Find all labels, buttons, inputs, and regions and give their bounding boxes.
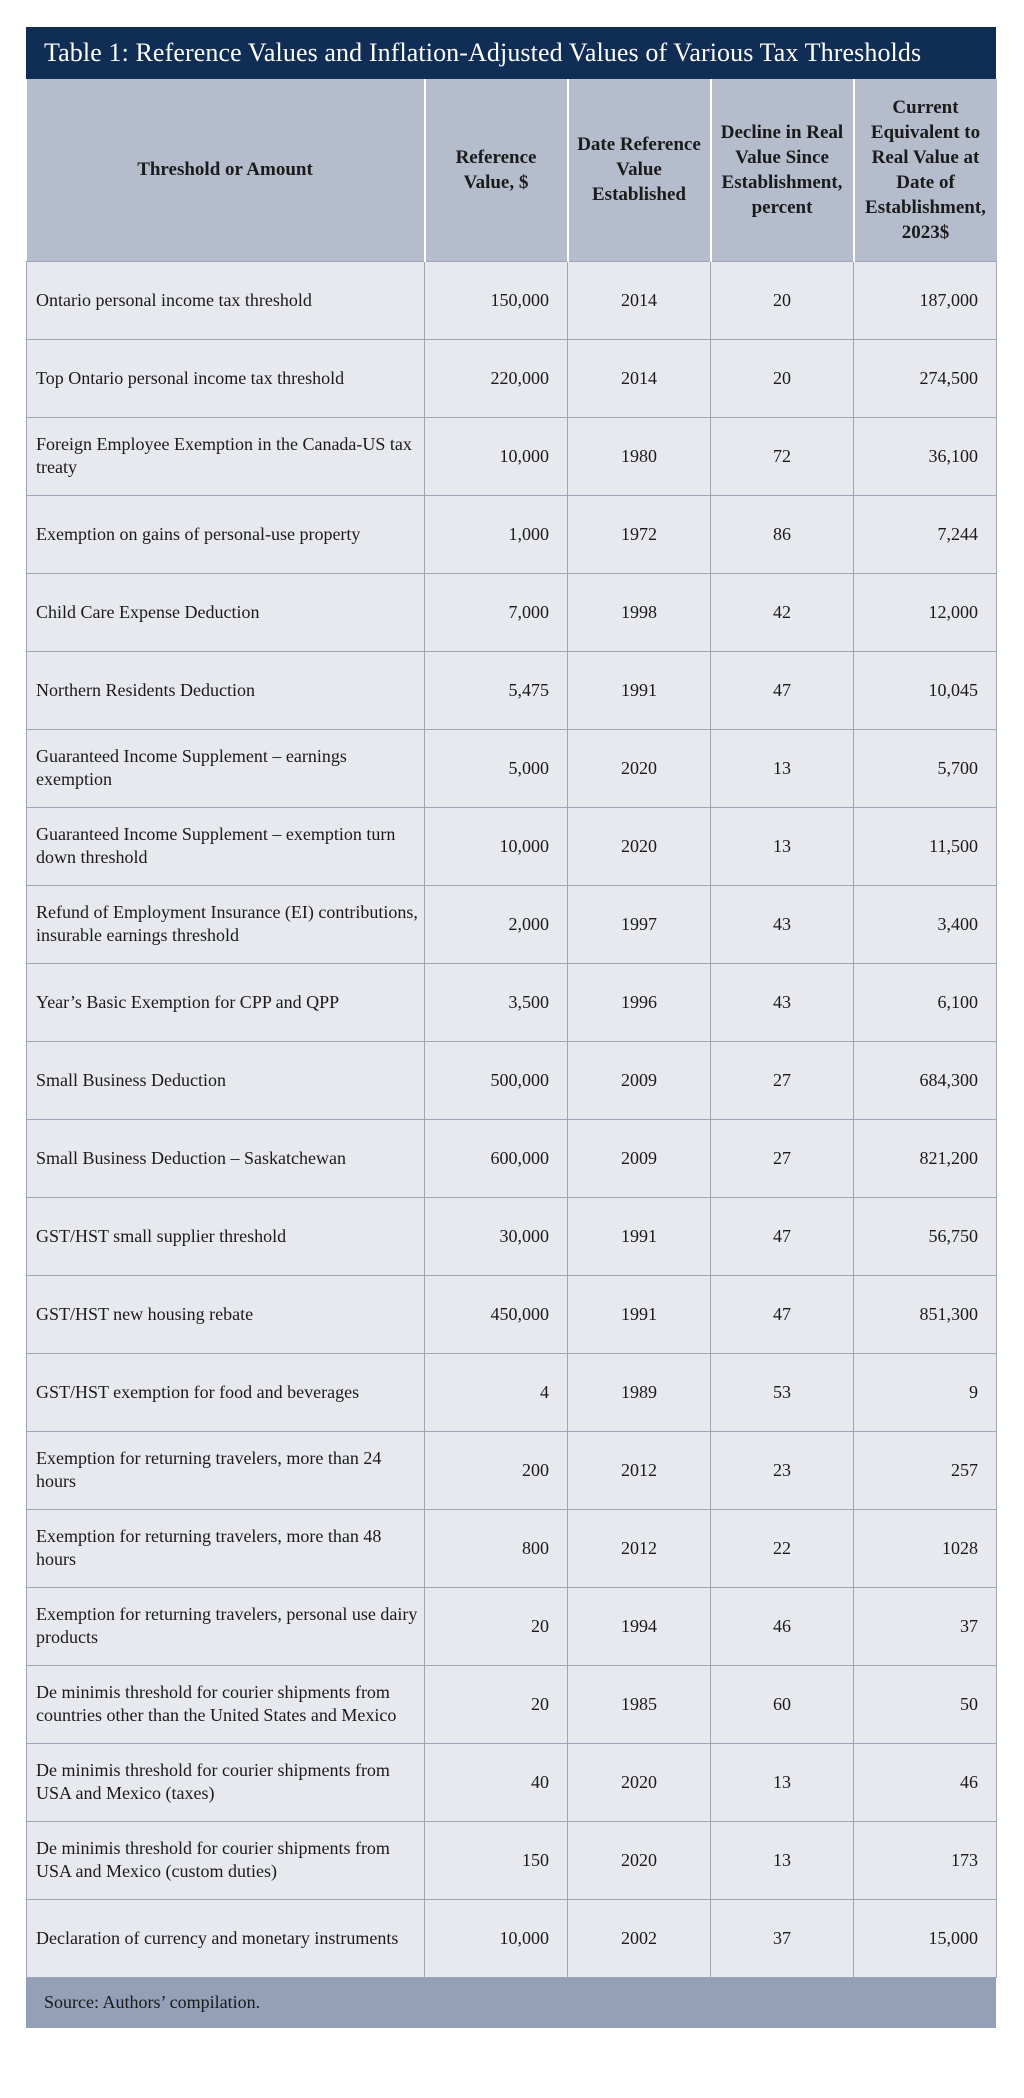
table-row [27, 1665, 997, 1743]
table-row [27, 417, 997, 495]
reference-value: 20 [425, 1665, 568, 1743]
current-equivalent: 15,000 [854, 1899, 997, 1977]
date-established: 1980 [568, 417, 711, 495]
table-row [27, 1041, 997, 1119]
reference-value: 5,475 [425, 651, 568, 729]
current-equivalent: 274,500 [854, 339, 997, 417]
decline-percent: 13 [711, 807, 854, 885]
current-equivalent: 12,000 [854, 573, 997, 651]
decline-percent: 42 [711, 573, 854, 651]
reference-value: 20 [425, 1587, 568, 1665]
decline-percent: 47 [711, 651, 854, 729]
date-established: 2014 [568, 261, 711, 339]
reference-value: 800 [425, 1509, 568, 1587]
table-title: Table 1: Reference Values and Inflation-Adjusted Values of Various Tax Thresholds [26, 27, 996, 79]
reference-value: 10,000 [425, 417, 568, 495]
reference-value: 2,000 [425, 885, 568, 963]
row-label: Foreign Employee Exemption in the Canada-US tax treaty [27, 417, 425, 495]
date-established: 1996 [568, 963, 711, 1041]
table-row [27, 651, 997, 729]
date-established: 1989 [568, 1353, 711, 1431]
current-equivalent: 684,300 [854, 1041, 997, 1119]
current-equivalent: 50 [854, 1665, 997, 1743]
current-equivalent: 36,100 [854, 417, 997, 495]
header-threshold: Threshold or Amount [27, 79, 425, 261]
current-equivalent: 173 [854, 1821, 997, 1899]
table-row [27, 573, 997, 651]
reference-value: 1,000 [425, 495, 568, 573]
date-established: 1994 [568, 1587, 711, 1665]
table-row [27, 1119, 997, 1197]
row-label: Guaranteed Income Supplement – earnings exemption [27, 729, 425, 807]
table-row [27, 885, 997, 963]
table-row [27, 963, 997, 1041]
reference-value: 40 [425, 1743, 568, 1821]
data-table [26, 79, 997, 1978]
reference-value: 10,000 [425, 1899, 568, 1977]
current-equivalent: 9 [854, 1353, 997, 1431]
header-current-equivalent: Current Equivalent to Real Value at Date of Establishment, 2023$ [854, 79, 997, 261]
date-established: 2020 [568, 1743, 711, 1821]
header-reference-value: Reference Value, $ [425, 79, 568, 261]
reference-value: 220,000 [425, 339, 568, 417]
table-row [27, 1275, 997, 1353]
row-label: Top Ontario personal income tax threshold [27, 339, 425, 417]
table-row [27, 1509, 997, 1587]
current-equivalent: 6,100 [854, 963, 997, 1041]
header-row [27, 79, 997, 261]
reference-value: 3,500 [425, 963, 568, 1041]
decline-percent: 60 [711, 1665, 854, 1743]
tax-threshold-table [26, 27, 996, 2028]
date-established: 1998 [568, 573, 711, 651]
date-established: 2014 [568, 339, 711, 417]
reference-value: 30,000 [425, 1197, 568, 1275]
date-established: 1991 [568, 1275, 711, 1353]
row-label: Exemption for returning travelers, more than 24 hours [27, 1431, 425, 1509]
decline-percent: 13 [711, 729, 854, 807]
date-established: 2020 [568, 1821, 711, 1899]
table-row [27, 1587, 997, 1665]
decline-percent: 53 [711, 1353, 854, 1431]
reference-value: 150 [425, 1821, 568, 1899]
table-row [27, 1431, 997, 1509]
decline-percent: 47 [711, 1197, 854, 1275]
date-established: 2020 [568, 729, 711, 807]
row-label: De minimis threshold for courier shipments from USA and Mexico (taxes) [27, 1743, 425, 1821]
table-row [27, 495, 997, 573]
reference-value: 500,000 [425, 1041, 568, 1119]
current-equivalent: 3,400 [854, 885, 997, 963]
reference-value: 4 [425, 1353, 568, 1431]
date-established: 1991 [568, 1197, 711, 1275]
table-body [27, 261, 997, 1977]
table-row [27, 1821, 997, 1899]
table-row [27, 729, 997, 807]
row-label: Child Care Expense Deduction [27, 573, 425, 651]
row-label: Refund of Employment Insurance (EI) contributions, insurable earnings threshold [27, 885, 425, 963]
date-established: 2012 [568, 1509, 711, 1587]
row-label: Small Business Deduction – Saskatchewan [27, 1119, 425, 1197]
decline-percent: 22 [711, 1509, 854, 1587]
current-equivalent: 46 [854, 1743, 997, 1821]
decline-percent: 46 [711, 1587, 854, 1665]
decline-percent: 20 [711, 261, 854, 339]
table-row [27, 807, 997, 885]
table-header [27, 79, 997, 261]
row-label: Small Business Deduction [27, 1041, 425, 1119]
current-equivalent: 1028 [854, 1509, 997, 1587]
decline-percent: 13 [711, 1743, 854, 1821]
row-label: Year’s Basic Exemption for CPP and QPP [27, 963, 425, 1041]
row-label: GST/HST new housing rebate [27, 1275, 425, 1353]
date-established: 2012 [568, 1431, 711, 1509]
date-established: 2002 [568, 1899, 711, 1977]
table-row [27, 339, 997, 417]
reference-value: 150,000 [425, 261, 568, 339]
decline-percent: 86 [711, 495, 854, 573]
header-date-established: Date Reference Value Established [568, 79, 711, 261]
table-row [27, 1197, 997, 1275]
date-established: 2009 [568, 1119, 711, 1197]
reference-value: 5,000 [425, 729, 568, 807]
row-label: De minimis threshold for courier shipments from USA and Mexico (custom duties) [27, 1821, 425, 1899]
current-equivalent: 7,244 [854, 495, 997, 573]
reference-value: 10,000 [425, 807, 568, 885]
date-established: 1985 [568, 1665, 711, 1743]
reference-value: 7,000 [425, 573, 568, 651]
row-label: Ontario personal income tax threshold [27, 261, 425, 339]
table-row [27, 1353, 997, 1431]
current-equivalent: 56,750 [854, 1197, 997, 1275]
decline-percent: 72 [711, 417, 854, 495]
decline-percent: 23 [711, 1431, 854, 1509]
row-label: Declaration of currency and monetary instruments [27, 1899, 425, 1977]
decline-percent: 37 [711, 1899, 854, 1977]
reference-value: 450,000 [425, 1275, 568, 1353]
row-label: Exemption for returning travelers, personal use dairy products [27, 1587, 425, 1665]
row-label: Exemption on gains of personal-use property [27, 495, 425, 573]
current-equivalent: 11,500 [854, 807, 997, 885]
row-label: GST/HST small supplier threshold [27, 1197, 425, 1275]
date-established: 1991 [568, 651, 711, 729]
date-established: 2020 [568, 807, 711, 885]
header-decline-percent: Decline in Real Value Since Establishment, percent [711, 79, 854, 261]
date-established: 1997 [568, 885, 711, 963]
current-equivalent: 821,200 [854, 1119, 997, 1197]
row-label: Northern Residents Deduction [27, 651, 425, 729]
source-note: Source: Authors’ compilation. [26, 1978, 996, 2028]
current-equivalent: 257 [854, 1431, 997, 1509]
row-label: Guaranteed Income Supplement – exemption turn down threshold [27, 807, 425, 885]
reference-value: 600,000 [425, 1119, 568, 1197]
table-row [27, 1899, 997, 1977]
row-label: De minimis threshold for courier shipments from countries other than the United States and Mexico [27, 1665, 425, 1743]
current-equivalent: 37 [854, 1587, 997, 1665]
row-label: GST/HST exemption for food and beverages [27, 1353, 425, 1431]
decline-percent: 47 [711, 1275, 854, 1353]
decline-percent: 43 [711, 963, 854, 1041]
table-row [27, 1743, 997, 1821]
current-equivalent: 10,045 [854, 651, 997, 729]
row-label: Exemption for returning travelers, more than 48 hours [27, 1509, 425, 1587]
date-established: 1972 [568, 495, 711, 573]
decline-percent: 20 [711, 339, 854, 417]
table-row [27, 261, 997, 339]
current-equivalent: 187,000 [854, 261, 997, 339]
date-established: 2009 [568, 1041, 711, 1119]
decline-percent: 27 [711, 1041, 854, 1119]
current-equivalent: 5,700 [854, 729, 997, 807]
current-equivalent: 851,300 [854, 1275, 997, 1353]
decline-percent: 13 [711, 1821, 854, 1899]
decline-percent: 43 [711, 885, 854, 963]
reference-value: 200 [425, 1431, 568, 1509]
decline-percent: 27 [711, 1119, 854, 1197]
